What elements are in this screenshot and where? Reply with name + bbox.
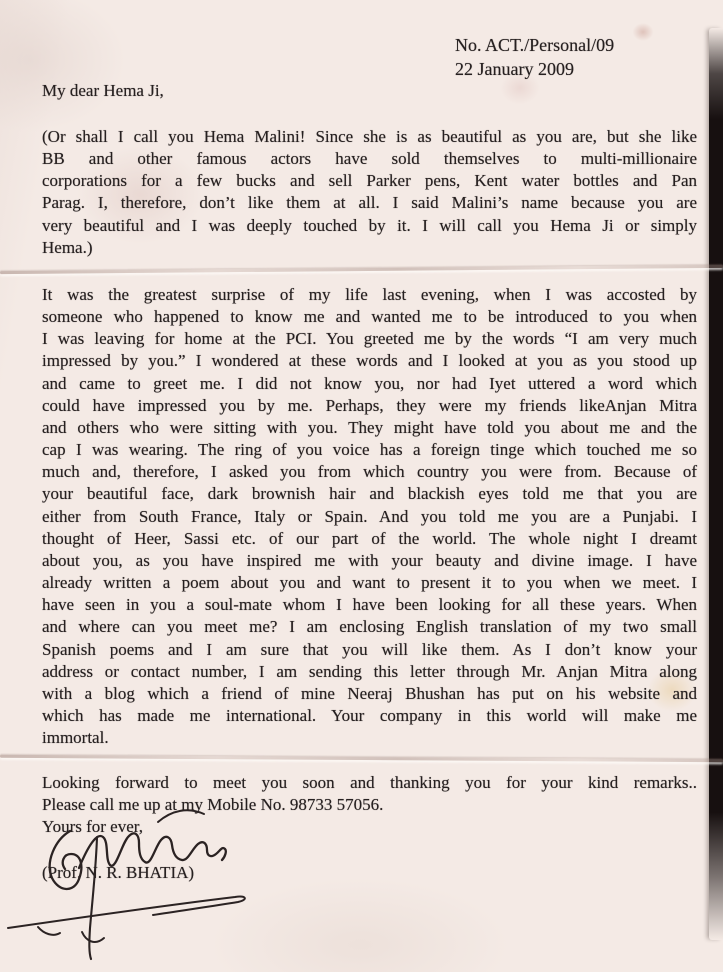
- text-line: very beautiful and I was deeply touched by it. I will call you Hema Ji or simply: [42, 215, 697, 235]
- text-line: someone who happened to know me and wanted me to be introduced to you when: [42, 307, 697, 327]
- paragraph-2: [42, 284, 697, 749]
- text-line: about you, as you have inspired me with your beauty and divine image. I have: [42, 550, 697, 570]
- text-line: either from South France, Italy or Spain. And you told me you are a Punjabi. I: [42, 506, 697, 526]
- valediction: Yours for ever,: [42, 817, 143, 836]
- text-line: with a blog which a friend of mine Neeraj Bhushan has put on his website and: [42, 683, 697, 703]
- text-line: address or contact number, I am sending this letter through Mr. Anjan Mitra along: [42, 661, 697, 681]
- text-line: Parag. I, therefore, don’t like them at all. I said Malini’s name because you are: [42, 193, 697, 213]
- text-line: could have impressed you by me. Perhaps, they were my friends likeAnjan Mitra: [42, 395, 697, 415]
- text-line: immortal.: [42, 728, 109, 748]
- signature-descender: [89, 837, 97, 959]
- text-line: your beautiful face, dark brownish hair and blackish eyes told me that you are: [42, 484, 697, 504]
- text-line: I was leaving for home at the PCI. You greeted me by the words “I am very much: [42, 329, 697, 349]
- paragraph-1: [42, 126, 697, 259]
- text-line: thought of Heer, Sassi etc. of our part of the world. The whole night I dreamt: [42, 528, 697, 548]
- text-line: Hema.): [42, 237, 93, 257]
- text-line: (Or shall I call you Hema Malini! Since she is as beautiful as you are, but she like: [42, 127, 697, 146]
- text-line: cap I was wearing. The ring of you voice has a foreign tinge which touched me so: [42, 440, 697, 460]
- signer-name: (Prof. N. R. BHATIA): [42, 863, 195, 882]
- text-line: Please call me up at my Mobile No. 98733 57056.: [42, 795, 384, 815]
- reference-number: No. ACT./Personal/09: [455, 35, 615, 55]
- text-line: and came to greet me. I did not know you, nor had Iyet uttered a word which: [42, 373, 697, 393]
- text-line: which has made me international. Your company in this world will make me: [42, 705, 697, 725]
- text-line: Spanish poems and I am sure that you will like them. As I don’t know your: [42, 639, 697, 659]
- text-line: already written a poem about you and want to present it to you when we meet. I: [42, 573, 697, 593]
- text-line: and others who were sitting with you. They might have told you about me and the: [42, 417, 697, 437]
- text-line: corporations for a few bucks and sell Parker pens, Kent water bottles and Pan: [42, 171, 697, 191]
- signature-hook: [82, 932, 104, 942]
- text-line: Looking forward to meet you soon and thanking you for your kind remarks..: [42, 773, 697, 792]
- signature-flourish: [8, 897, 245, 928]
- letter-date: 22 January 2009: [455, 59, 574, 79]
- text-line: It was the greatest surprise of my life last evening, when I was accosted by: [42, 285, 697, 304]
- scan-edge-shadow: [709, 28, 723, 940]
- paper-crease-top: [0, 265, 723, 274]
- salutation: My dear Hema Ji,: [42, 81, 164, 100]
- text-line: much and, therefore, I asked you from which country you were from. Because of: [42, 462, 697, 482]
- text-line: BB and other famous actors have sold themselves to multi-millionaire: [42, 149, 697, 169]
- text-line: have seen in you a soul-mate whom I have been looking for all these years. When: [42, 595, 697, 615]
- signature-tick: [38, 927, 60, 935]
- paper-crease-bottom: [0, 755, 723, 762]
- text-line: and where can you meet me? I am enclosing English translation of my two small: [42, 617, 697, 637]
- text-line: impressed by you.” I wondered at these words and I looked at you as you stood up: [42, 351, 697, 371]
- closing-paragraph: [42, 772, 697, 816]
